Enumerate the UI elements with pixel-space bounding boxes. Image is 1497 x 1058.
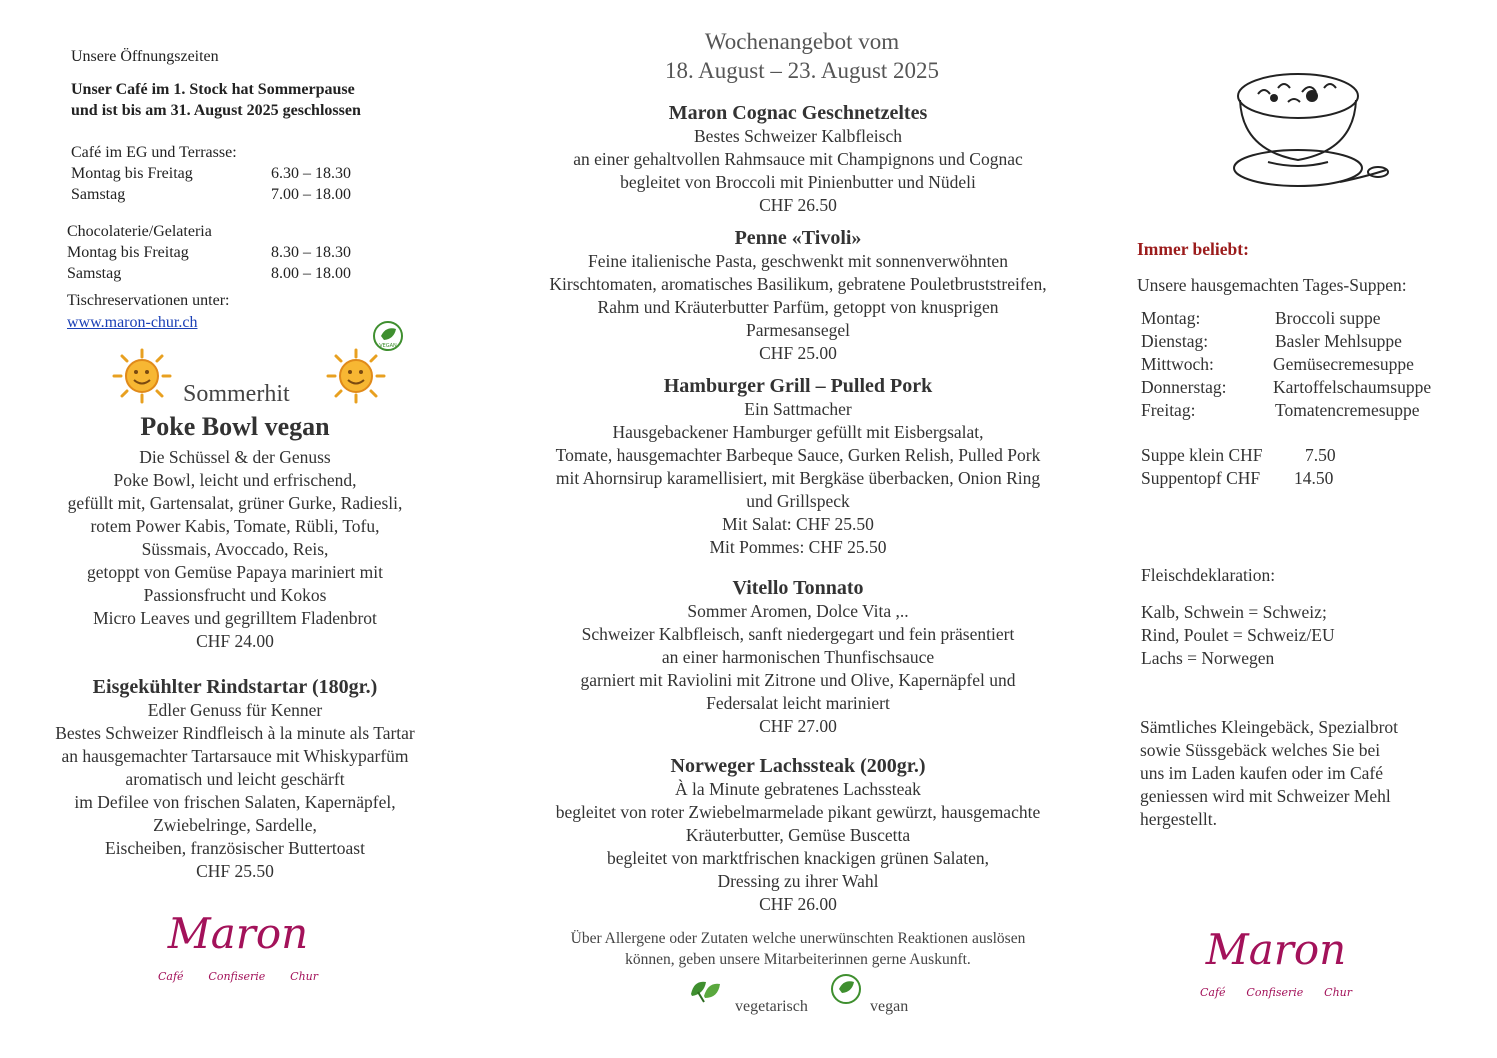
dish-line: Rahm und Kräuterbutter Parfüm, getoppt von knusprigen bbox=[597, 297, 999, 317]
dish-line: begleitet von Broccoli mit Pinienbutter und Nüdeli bbox=[620, 172, 976, 192]
soup-list bbox=[1141, 307, 1431, 422]
soup-row bbox=[1141, 399, 1431, 422]
dish-line: gefüllt mit, Gartensalat, grüner Gurke, Radiesli, bbox=[67, 493, 403, 513]
dish-line: Feine italienische Pasta, geschwenkt mit sonnenverwöhnten bbox=[588, 251, 1008, 271]
dish-title: Norweger Lachssteak (200gr.) bbox=[670, 755, 926, 777]
hours-day: Montag bis Freitag bbox=[67, 244, 189, 261]
dish-line: an einer harmonischen Thunfischsauce bbox=[661, 647, 935, 667]
dish-line: Parmesansegel bbox=[746, 320, 850, 340]
soup-row bbox=[1141, 307, 1431, 330]
summer-closure-line2: und ist bis am 31. August 2025 geschlossen bbox=[71, 102, 361, 119]
logo-subline bbox=[158, 970, 318, 983]
soup-bowl-icon bbox=[1228, 58, 1398, 218]
dish-price: CHF 24.00 bbox=[196, 631, 274, 651]
logo-sub-cafe: Café bbox=[1200, 986, 1226, 999]
dish-line: rotem Power Kabis, Tomate, Rübli, Tofu, bbox=[90, 516, 380, 536]
bakery-note bbox=[1140, 716, 1398, 831]
hours-row bbox=[67, 242, 351, 263]
logo-sub-confiserie: Confiserie bbox=[1246, 986, 1304, 999]
dish-price: CHF 25.00 bbox=[759, 343, 837, 363]
hours-row bbox=[71, 163, 351, 184]
allergen-line: können, geben unsere Mitarbeiterinnen gerne Auskunft. bbox=[625, 951, 971, 968]
dish-line: getoppt von Gemüse Papaya mariniert mit bbox=[87, 562, 383, 582]
dish-line: an hausgemachter Tartarsauce mit Whiskyparfüm bbox=[61, 746, 409, 766]
title-line: Wochenangebot vom bbox=[704, 29, 900, 54]
dish-line: begleitet von roter Zwiebelmarmelade pikant gewürzt, hausgemachte bbox=[555, 802, 1041, 822]
cafe-hours bbox=[71, 142, 351, 205]
cafe-hours-heading: Café im EG und Terrasse: bbox=[71, 144, 237, 161]
bakery-line: hergestellt. bbox=[1140, 809, 1217, 829]
soup-prices bbox=[1141, 444, 1336, 490]
soup-day: Mittwoch: bbox=[1141, 354, 1214, 374]
dish-line: an einer gehaltvollen Rahmsauce mit Champignons und Cognac bbox=[573, 149, 1023, 169]
maron-logo bbox=[158, 908, 318, 983]
soup-day: Freitag: bbox=[1141, 400, 1196, 420]
dish-line: Dressing zu ihrer Wahl bbox=[717, 871, 879, 891]
logo-sub-chur: Chur bbox=[1324, 986, 1352, 999]
price-row bbox=[1141, 467, 1336, 490]
dish-title: Vitello Tonnato bbox=[732, 577, 864, 599]
dish-line: Bestes Schweizer Rindfleisch à la minute als Tartar bbox=[55, 723, 415, 743]
poke-bowl-title: Poke Bowl vegan bbox=[140, 412, 330, 441]
dish-line: Schweizer Kalbfleisch, sanft niedergegart und fein präsentiert bbox=[581, 624, 1015, 644]
sun-icon bbox=[324, 348, 388, 404]
logo-sub-confiserie: Confiserie bbox=[208, 970, 266, 983]
hours-row bbox=[67, 263, 351, 284]
always-popular-heading: Immer beliebt: bbox=[1137, 239, 1249, 259]
hours-time: 7.00 – 18.00 bbox=[271, 186, 351, 203]
summer-closure-line1: Unser Café im 1. Stock hat Sommerpause bbox=[71, 81, 355, 98]
price-label: Suppe klein CHF bbox=[1141, 445, 1263, 465]
tartar-description bbox=[10, 699, 460, 883]
dish-line: Zwiebelringe, Sardelle, bbox=[153, 815, 317, 835]
poke-bowl-description bbox=[20, 446, 450, 653]
dish-line: Passionsfrucht und Kokos bbox=[143, 585, 327, 605]
soup-day: Montag: bbox=[1141, 308, 1201, 328]
dish-line: À la Minute gebratenes Lachssteak bbox=[675, 779, 921, 799]
dish-line: Federsalat leicht mariniert bbox=[706, 693, 890, 713]
hours-time: 6.30 – 18.30 bbox=[271, 165, 351, 182]
vegan-legend-icon bbox=[830, 973, 862, 1005]
vegetarian-leaf-icon bbox=[688, 976, 722, 1006]
bakery-line: uns im Laden kaufen oder im Café bbox=[1140, 763, 1383, 783]
summer-hit-label: Sommerhit bbox=[183, 381, 290, 407]
dish-line: Die Schüssel & der Genuss bbox=[139, 447, 331, 467]
hours-time: 8.30 – 18.30 bbox=[271, 244, 351, 261]
soups-heading: Unsere hausgemachten Tages-Suppen: bbox=[1137, 275, 1407, 295]
dish-line: begleitet von marktfrischen knackigen grünen Salaten, bbox=[607, 848, 989, 868]
website-link[interactable]: www.maron-chur.ch bbox=[67, 314, 198, 331]
logo-sub-cafe: Café bbox=[158, 970, 184, 983]
hours-day: Samstag bbox=[71, 186, 126, 203]
legend-vegan: vegan bbox=[870, 998, 909, 1015]
dish-line: Tomate, hausgemachter Barbeque Sauce, Gurken Relish, Pulled Pork bbox=[555, 445, 1041, 465]
dish-line: Edler Genuss für Kenner bbox=[147, 700, 323, 720]
vegan-badge-label: VEGAN bbox=[379, 343, 397, 349]
dish-title: Penne «Tivoli» bbox=[734, 227, 862, 249]
maron-logo bbox=[1200, 924, 1352, 999]
chocolaterie-hours bbox=[67, 221, 351, 284]
price-value: 7.50 bbox=[1305, 445, 1336, 465]
dish-line: Bestes Schweizer Kalbfleisch bbox=[694, 126, 902, 146]
dish-price: CHF 26.00 bbox=[759, 894, 837, 914]
hours-time: 8.00 – 18.00 bbox=[271, 265, 351, 282]
dish-line: mit Ahornsirup karamellisiert, mit Bergkäse überbacken, Onion Ring bbox=[555, 468, 1041, 488]
soup-name: Broccoli suppe bbox=[1275, 308, 1381, 328]
logo-subline bbox=[1200, 986, 1352, 999]
logo-sub-chur: Chur bbox=[290, 970, 318, 983]
price-label: Suppentopf CHF bbox=[1141, 468, 1261, 488]
dish-line: im Defilee von frischen Salaten, Kapernäpfel, bbox=[74, 792, 396, 812]
dish-price: CHF 27.00 bbox=[759, 716, 837, 736]
meat-line: Rind, Poulet = Schweiz/EU bbox=[1141, 625, 1335, 645]
hours-day: Samstag bbox=[67, 265, 122, 282]
dish-line: garniert mit Raviolini mit Zitrone und Olive, Kapernäpfel und bbox=[580, 670, 1016, 690]
hours-heading: Unsere Öffnungszeiten bbox=[71, 48, 219, 65]
title-line: 18. August – 23. August 2025 bbox=[664, 58, 940, 83]
weekly-offer-title bbox=[502, 27, 1102, 85]
dish-line: Micro Leaves und gegrilltem Fladenbrot bbox=[93, 608, 377, 628]
hours-day: Montag bis Freitag bbox=[71, 165, 193, 182]
soup-name: Tomatencremesuppe bbox=[1275, 400, 1420, 420]
dish-price: CHF 25.50 bbox=[196, 861, 274, 881]
dish-price: Mit Pommes: CHF 25.50 bbox=[709, 537, 887, 557]
tartar-title: Eisgekühlter Rindstartar (180gr.) bbox=[92, 676, 378, 698]
vegan-badge-icon bbox=[372, 320, 404, 352]
price-value: 14.50 bbox=[1294, 468, 1334, 488]
dish-line: Süssmais, Avoccado, Reis, bbox=[141, 539, 329, 559]
soup-name: Basler Mehlsuppe bbox=[1275, 331, 1402, 351]
dish-card bbox=[498, 374, 1098, 559]
bakery-line: sowie Süssgebäck welches Sie bei bbox=[1140, 740, 1381, 760]
soup-name: Kartoffelschaumsuppe bbox=[1273, 377, 1432, 397]
logo-wordmark: Maron bbox=[167, 909, 309, 958]
dish-card bbox=[498, 754, 1098, 916]
dish-line: Kräuterbutter, Gemüse Buscetta bbox=[685, 825, 911, 845]
meat-declaration bbox=[1141, 601, 1335, 670]
meat-line: Kalb, Schwein = Schweiz; bbox=[1141, 602, 1327, 622]
soup-row bbox=[1141, 376, 1431, 399]
legend-vegetarian: vegetarisch bbox=[735, 998, 808, 1015]
allergen-line: Über Allergene oder Zutaten welche unerwünschten Reaktionen auslösen bbox=[570, 930, 1026, 947]
soup-day: Donnerstag: bbox=[1141, 377, 1227, 397]
bakery-line: Sämtliches Kleingebäck, Spezialbrot bbox=[1140, 717, 1399, 737]
dish-line: Eischeiben, französischer Buttertoast bbox=[105, 838, 365, 858]
dish-title: Hamburger Grill – Pulled Pork bbox=[663, 375, 933, 397]
bakery-line: geniessen wird mit Schweizer Mehl bbox=[1140, 786, 1391, 806]
logo-wordmark: Maron bbox=[1205, 925, 1347, 974]
dish-line: Ein Sattmacher bbox=[744, 399, 852, 419]
meat-declaration-heading: Fleischdeklaration: bbox=[1141, 565, 1276, 585]
dish-line: Hausgebackener Hamburger gefüllt mit Eisbergsalat, bbox=[612, 422, 984, 442]
dish-card bbox=[498, 576, 1098, 738]
dish-line: und Grillspeck bbox=[746, 491, 850, 511]
chocolaterie-heading: Chocolaterie/Gelateria bbox=[67, 223, 212, 240]
allergen-note bbox=[498, 928, 1098, 970]
hours-row bbox=[71, 184, 351, 205]
dish-line: Kirschtomaten, aromatisches Basilikum, gebratene Pouletbruststreifen, bbox=[549, 274, 1047, 294]
soup-name: Gemüsecremesuppe bbox=[1273, 354, 1414, 374]
reservation-label: Tischreservationen unter: bbox=[67, 292, 230, 309]
dish-title: Maron Cognac Geschnetzeltes bbox=[668, 102, 928, 124]
dish-price: CHF 26.50 bbox=[759, 195, 837, 215]
dish-card bbox=[498, 101, 1098, 217]
soup-row bbox=[1141, 353, 1431, 376]
soup-row bbox=[1141, 330, 1431, 353]
sun-icon bbox=[110, 348, 174, 404]
dish-line: aromatisch und leicht geschärft bbox=[125, 769, 345, 789]
price-row bbox=[1141, 444, 1336, 467]
soup-day: Dienstag: bbox=[1141, 331, 1209, 351]
dish-card bbox=[498, 226, 1098, 365]
dish-price: Mit Salat: CHF 25.50 bbox=[722, 514, 874, 534]
dish-line: Sommer Aromen, Dolce Vita ,.. bbox=[687, 601, 909, 621]
dish-line: Poke Bowl, leicht und erfrischend, bbox=[113, 470, 357, 490]
meat-line: Lachs = Norwegen bbox=[1141, 648, 1275, 668]
